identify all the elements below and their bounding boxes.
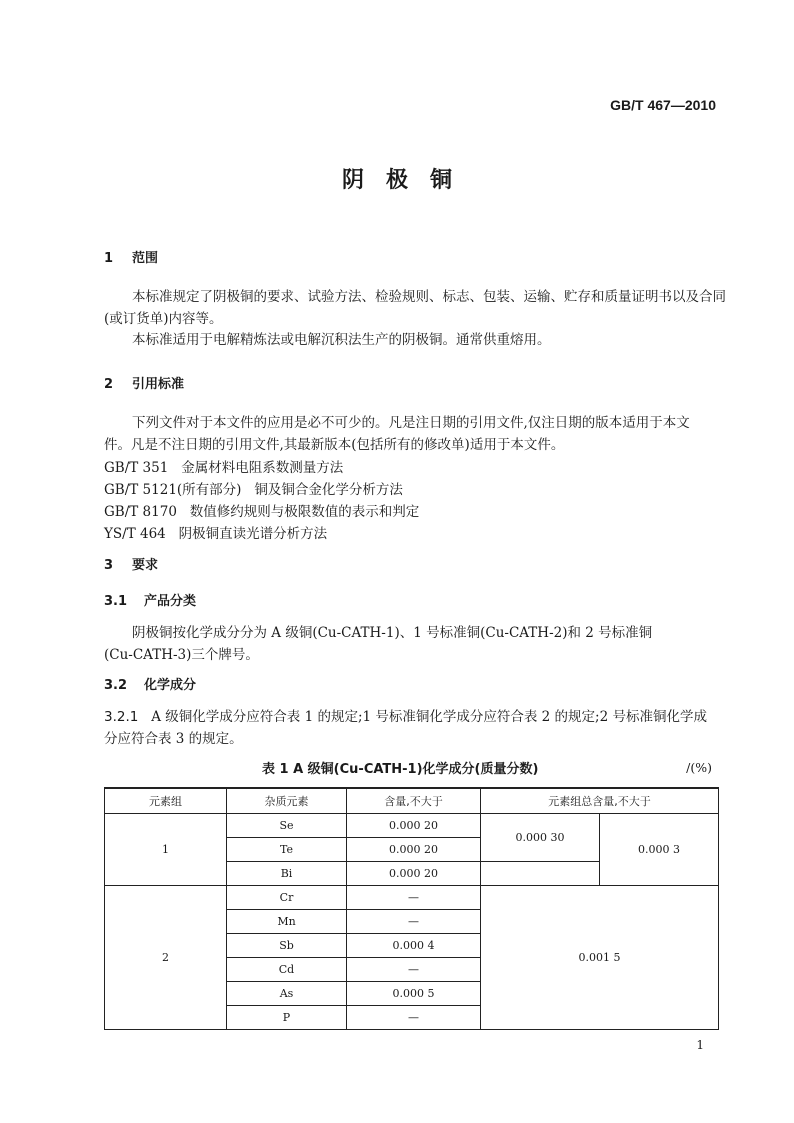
content-cell: — (347, 910, 481, 934)
classification-line-1: 阴极铜按化学成分分为 A 级铜(Cu-CATH-1)、1 号标准铜(Cu-CATH-2)和 2 号标准铜 (132, 625, 653, 641)
group-label-cell: 1 (105, 814, 227, 886)
element-cell: Bi (227, 862, 347, 886)
element-cell: Sb (227, 934, 347, 958)
header-impurity-element: 杂质元素 (227, 788, 347, 814)
clause-text: A 级铜化学成分应符合表 1 的规定;1 号标准铜化学成分应符合表 2 的规定;2 号标准铜化学成 (151, 709, 707, 725)
section-title: 产品分类 (144, 594, 197, 609)
scope-paragraph-line-2: (或订货单)内容等。 (104, 311, 223, 327)
reference-item (104, 522, 327, 542)
table-caption: 表 1 A 级铜(Cu-CATH-1)化学成分(质量分数) (262, 762, 539, 777)
subtotal-cell: 0.000 30 (481, 814, 600, 862)
section-title: 要求 (132, 558, 159, 573)
element-cell: Cd (227, 958, 347, 982)
reference-item (104, 500, 419, 520)
header-content-max: 含量,不大于 (347, 788, 481, 814)
section-3-heading (104, 554, 158, 573)
reference-title: 阴极铜直读光谱分析方法 (178, 526, 328, 542)
header-element-group: 元素组 (105, 788, 227, 814)
page-title: 阴极铜 (341, 168, 474, 193)
content-cell: 0.000 4 (347, 934, 481, 958)
content-cell: 0.000 20 (347, 838, 481, 862)
table-row (105, 814, 719, 838)
section-1-heading (104, 247, 158, 266)
reference-title: 金属材料电阻系数测量方法 (181, 460, 344, 476)
group-total-cell: 0.001 5 (481, 886, 719, 1030)
reference-title: 铜及铜合金化学分析方法 (254, 482, 403, 498)
section-number: 3.1 (104, 594, 128, 609)
section-3-1-heading (104, 590, 196, 609)
element-cell: Te (227, 838, 347, 862)
table-unit: /(%) (686, 760, 712, 775)
section-number: 1 (104, 251, 114, 266)
scope-paragraph-2: 本标准适用于电解精炼法或电解沉积法生产的阴极铜。通常供重熔用。 (132, 332, 551, 348)
content-cell: — (347, 886, 481, 910)
content-cell: 0.000 20 (347, 862, 481, 886)
section-2-heading (104, 373, 184, 392)
element-cell: As (227, 982, 347, 1006)
header-group-total-max: 元素组总含量,不大于 (481, 788, 719, 814)
scope-paragraph-line-1: 本标准规定了阴极铜的要求、试验方法、检验规则、标志、包装、运输、贮存和质量证明书以及合同 (132, 289, 726, 305)
content-cell: — (347, 1006, 481, 1030)
content-cell: — (347, 958, 481, 982)
clause-3-2-1-line-1 (104, 706, 707, 728)
reference-code: YS/T 464 (104, 526, 166, 542)
table-row (105, 886, 719, 910)
references-intro-line-1: 下列文件对于本文件的应用是必不可少的。凡是注日期的引用文件,仅注日期的版本适用于本文 (132, 415, 690, 431)
section-title: 范围 (132, 251, 159, 266)
composition-table (104, 787, 719, 1030)
references-intro-line-2: 件。凡是不注日期的引用文件,其最新版本(包括所有的修改单)适用于本文件。 (104, 437, 565, 453)
reference-title: 数值修约规则与极限数值的表示和判定 (189, 504, 420, 520)
section-3-2-heading (104, 674, 196, 693)
reference-code: GB/T 5121(所有部分) (104, 482, 242, 498)
element-cell: P (227, 1006, 347, 1030)
element-cell: Mn (227, 910, 347, 934)
document-code: GB/T 467—2010 (610, 97, 716, 113)
content-cell: 0.000 20 (347, 814, 481, 838)
content-cell: 0.000 5 (347, 982, 481, 1006)
clause-number: 3.2.1 (104, 709, 139, 725)
table-header-row (105, 788, 719, 814)
section-number: 3.2 (104, 678, 128, 693)
clause-3-2-1-line-2: 分应符合表 3 的规定。 (104, 731, 243, 747)
empty-cell (481, 862, 600, 886)
section-number: 3 (104, 558, 114, 573)
group-label-cell: 2 (105, 886, 227, 1030)
reference-item (104, 478, 403, 498)
section-title: 引用标准 (132, 377, 185, 392)
reference-code: GB/T 351 (104, 460, 169, 476)
section-title: 化学成分 (144, 678, 197, 693)
section-number: 2 (104, 377, 114, 392)
reference-code: GB/T 8170 (104, 504, 177, 520)
group-total-cell: 0.000 3 (600, 814, 719, 886)
reference-item (104, 456, 343, 476)
classification-line-2: (Cu-CATH-3)三个牌号。 (104, 647, 259, 663)
page-number: 1 (696, 1038, 704, 1052)
element-cell: Se (227, 814, 347, 838)
element-cell: Cr (227, 886, 347, 910)
